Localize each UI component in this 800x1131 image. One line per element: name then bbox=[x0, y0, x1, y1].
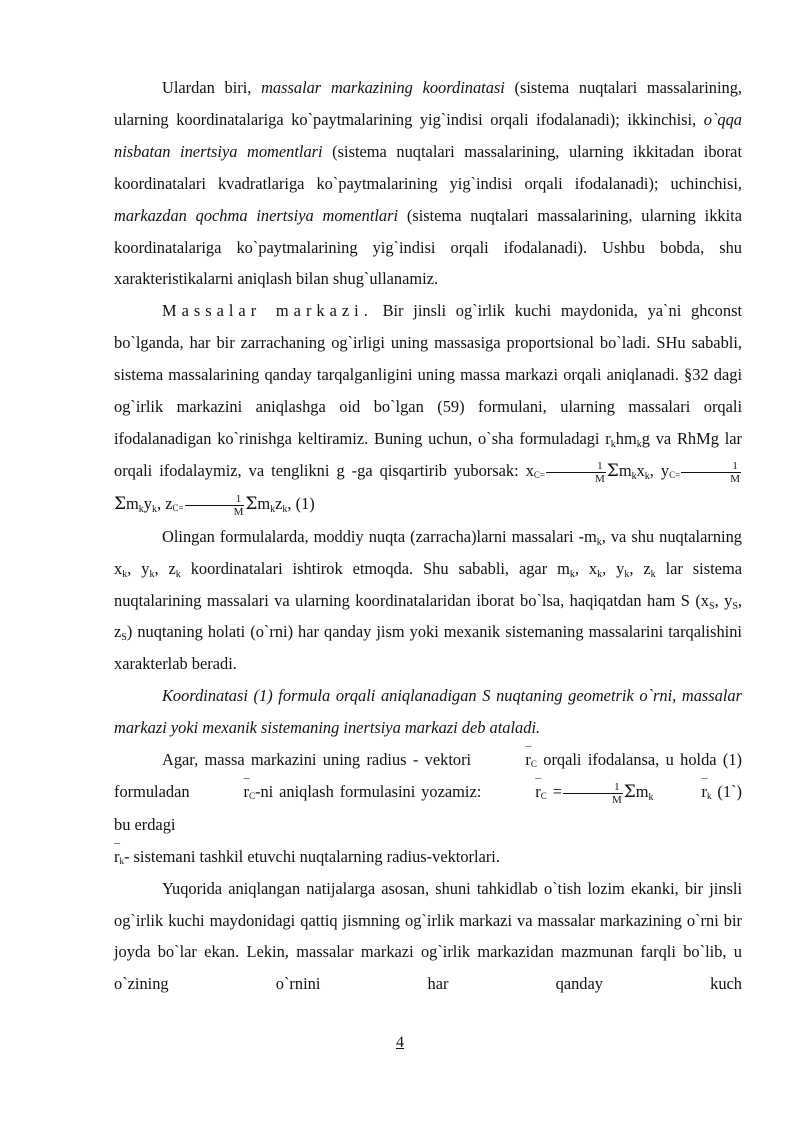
subscript: C bbox=[540, 790, 547, 801]
formula-sub: k bbox=[270, 503, 276, 515]
term-centrifugal-inertia-moments: markazdan qochma inertsiya momentlari bbox=[114, 205, 399, 225]
section-heading-mass-center: Massalar markazi. bbox=[162, 301, 373, 321]
subscript: k bbox=[149, 568, 155, 580]
page-number: 4 bbox=[396, 1034, 404, 1051]
fraction-denominator: M bbox=[611, 793, 622, 806]
text-run: , y bbox=[714, 590, 733, 610]
subscript: S bbox=[709, 600, 715, 612]
formula-var: z bbox=[165, 493, 173, 513]
formula-sub: k bbox=[644, 470, 650, 482]
formula-fraction bbox=[546, 460, 606, 485]
formula-var: m bbox=[635, 781, 649, 801]
fraction-numerator: 1 bbox=[185, 493, 245, 506]
text-run: - sistemani tashkil etuvchi nuqtalarning radius-vektorlari. bbox=[123, 846, 500, 866]
formula-var: m bbox=[126, 493, 139, 513]
formula-sub: C= bbox=[669, 469, 681, 480]
fraction-denominator: M bbox=[595, 472, 605, 485]
subscript: k bbox=[624, 568, 630, 580]
fraction-numerator: 1 bbox=[563, 781, 623, 794]
vector-r: ¯ r bbox=[477, 744, 530, 776]
formula-var: x bbox=[525, 460, 534, 480]
document-page bbox=[114, 72, 742, 1000]
term-axial-inertia-moments: o`qqa nisbatan inertsiya momentlari bbox=[114, 109, 742, 161]
formula-sub: k bbox=[282, 503, 288, 515]
text-run: Yuqorida aniqlangan natijalarga asosan, shuni tahkidlab o`tish lozim ekanki, bir jinsli og`irlik kuchi maydonidagi qattiq jismning og`irlik markazi va massalar markazining o`rni bir joyda bo`lar ekan. Lekin, massalar markazi og`irlik markazidan mazmunan farqli bo`lib, u o`zining o`rnini har qanday kuch bbox=[114, 878, 742, 994]
formula-sub: k bbox=[631, 470, 637, 482]
paragraph-conclusion bbox=[114, 873, 742, 1001]
text-run: Ulardan biri, bbox=[162, 78, 262, 97]
sigma-symbol: Σ bbox=[114, 493, 127, 514]
subscript: C bbox=[530, 759, 537, 770]
paragraph-radius-vector bbox=[114, 744, 742, 873]
formula-sub: C= bbox=[533, 469, 545, 480]
formula-sub: C= bbox=[172, 502, 184, 513]
subscript: C bbox=[248, 790, 255, 801]
fraction-denominator: M bbox=[233, 505, 244, 518]
paragraph-definition bbox=[114, 680, 742, 744]
text-run: , z bbox=[114, 590, 742, 642]
text-run: -ni aniqlash formulasini yozamiz: bbox=[254, 781, 488, 801]
vector-r: ¯ r bbox=[654, 776, 707, 808]
formula-fraction bbox=[185, 493, 245, 518]
text-run: , va shu nuqtalarning x bbox=[114, 526, 742, 578]
paragraph-mass-center bbox=[114, 295, 742, 520]
text-run: , y bbox=[127, 558, 150, 578]
text-run: Bir jinsli og`irlik kuchi maydonida, ya`ni ghconst bo`lganda, har bir zarrachaning og`irligi uning massasiga proportsional bo`ladi. SHu sababli, sistema massalarining qanday tarqalganligini uning massa markazi orqali aniqlanadi. §32 dagi og`irlik markazini aniqlashga oid bo`lgan (59) formulani, ularning massalari orqali ifodalanadigan ko`rinishga keltiramiz. Buning uchun, o`sha formuladagi r bbox=[114, 301, 742, 448]
subscript: k bbox=[122, 568, 128, 580]
formula-1-prime bbox=[487, 780, 742, 806]
formula-number: (1`) bbox=[717, 781, 742, 801]
text-run: hm bbox=[615, 428, 637, 448]
definition-text: Koordinatasi (1) formula orqali aniqlanadigan S nuqtaning geometrik o`rni, massalar markazi yoki mexanik sistemaning inertsiya markazi deb ataladi. bbox=[114, 686, 742, 738]
formula-sub: k bbox=[151, 503, 157, 515]
paragraph-characteristics bbox=[114, 72, 742, 295]
text-run: koordinatalari ishtirok etmoqda. Shu sababli, agar m bbox=[180, 558, 570, 578]
vector-r: ¯ r bbox=[196, 776, 249, 808]
text-run: ) nuqtaning holati (o`rni) har qanday jism yoki mexanik sistemaning massalarini tarqalishini xarakterlab beradi. bbox=[114, 622, 742, 674]
fraction-numerator: 1 bbox=[681, 460, 741, 473]
sigma-symbol: Σ bbox=[623, 781, 636, 802]
formula-sub: k bbox=[706, 790, 712, 801]
text-run: (sistema nuqtalari massalarining, ularning koordinatalariga ko`paytmalarining yig`indisi orqali ifodalanadi); ikkinchisi, bbox=[114, 78, 742, 129]
formula-sub: k bbox=[138, 503, 144, 515]
subscript: k bbox=[596, 536, 602, 548]
subscript: k bbox=[175, 568, 181, 580]
formula-var: m bbox=[618, 460, 632, 480]
formula-var: y bbox=[143, 493, 152, 513]
term-mass-center-coordinates: massalar markazining koordinatasi bbox=[261, 78, 505, 97]
subscript: k bbox=[119, 855, 124, 866]
formula-fraction bbox=[563, 781, 623, 806]
text-run: lar sistema nuqtalarining massalari va ularning koordinatalaridan iborat bo`lsa, haqiqatdan ham S (x bbox=[114, 558, 742, 610]
formula-var: x bbox=[636, 460, 645, 480]
formula-fraction bbox=[681, 460, 741, 485]
vector-r: ¯ r bbox=[487, 776, 540, 808]
subscript: k bbox=[650, 568, 656, 580]
text-run: orqali ifodalansa, u holda (1) formuladan bbox=[114, 750, 742, 801]
text-run: , z bbox=[629, 558, 651, 578]
subscript: S bbox=[732, 600, 738, 612]
vector-r: ¯ r bbox=[66, 841, 119, 873]
paragraph-coordinates bbox=[114, 521, 742, 681]
text-run: (sistema nuqtalari massalarining, ularning ikkitadan iborat koordinatalari kvadratlariga ko`paytmalarining yig`indisi orqali ifodalanadi); uchinchisi, bbox=[114, 141, 743, 193]
text-run: g va RhMg lar orqali ifodalaymiz, va tenglikni g -ga qisqartirib yuborsak: bbox=[114, 428, 742, 480]
text-run: bu erdagi bbox=[114, 814, 176, 834]
subscript: k bbox=[636, 438, 642, 450]
formula-sep: , bbox=[287, 493, 292, 513]
subscript: k bbox=[569, 568, 575, 580]
subscript: k bbox=[610, 438, 616, 450]
text-run: , z bbox=[154, 558, 176, 578]
text-run: , y bbox=[602, 558, 625, 578]
text-run: Olingan formulalarda, moddiy nuqta (zarracha)larni massalari -m bbox=[162, 526, 597, 546]
sigma-symbol: Σ bbox=[606, 460, 619, 481]
formula-sep: , bbox=[649, 460, 654, 480]
text-run: Agar, massa markazini uning radius - vektori bbox=[162, 750, 478, 770]
fraction-numerator: 1 bbox=[546, 460, 606, 473]
formula-var: m bbox=[257, 493, 271, 513]
formula-sep: , bbox=[156, 493, 162, 513]
formula-number: (1) bbox=[295, 493, 315, 513]
subscript: S bbox=[121, 632, 127, 644]
text-run: , x bbox=[574, 558, 598, 578]
text-run: (sistema nuqtalari massalarining, ularning ikkita koordinatalariga ko`paytmalarining yig`indisi orqali ifodalanadi). Ushbu bobda, shu xarakteristikalarni aniqlash bilan shug`ullanamiz. bbox=[114, 205, 742, 289]
subscript: k bbox=[597, 568, 603, 580]
formula-eq: = bbox=[552, 781, 562, 801]
sigma-symbol: Σ bbox=[245, 493, 258, 514]
formula-sub: k bbox=[648, 791, 654, 803]
formula-var: y bbox=[660, 460, 670, 480]
formula-var: z bbox=[275, 493, 283, 513]
fraction-denominator: M bbox=[730, 472, 740, 485]
